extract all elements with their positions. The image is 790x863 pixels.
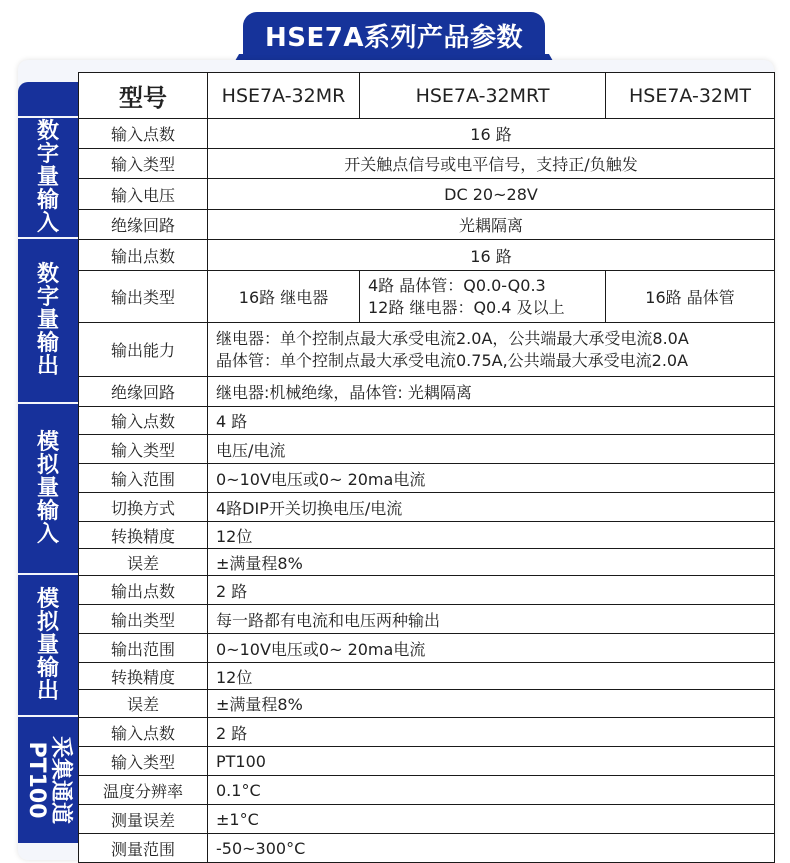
table-row: 输出能力 继电器：单个控制点最大承受电流2.0A，公共端最大承受电流8.0A 晶体管：单个控制点最大承受电流0.75A,公共端最大承受电流2.0A: [79, 323, 775, 377]
table-row: 输出点数 16 路: [79, 240, 775, 271]
section-pt100: [18, 717, 78, 843]
do-type-mrt-cell: 4路 晶体管：Q0.0-Q0.3 12路 继电器：Q0.4 及以上: [360, 271, 606, 323]
model-mr: HSE7A-32MR: [208, 73, 360, 119]
model-label: 型号: [79, 73, 208, 119]
section-digital-output: 数 字 量 输 出: [18, 239, 78, 402]
table-row: 输出类型 16路 继电器 4路 晶体管：Q0.0-Q0.3 12路 继电器：Q0.4 及以上 16路 晶体管: [79, 271, 775, 323]
table-row: 输出类型 每一路都有电流和电压两种输出: [79, 605, 775, 634]
section-analog-output: 模 拟 量 输 出: [18, 575, 78, 715]
model-mt: HSE7A-32MT: [606, 73, 775, 119]
table-row: 测量误差 ±1°C: [79, 805, 775, 834]
table-row: 绝缘回路 光耦隔离: [79, 210, 775, 240]
table-row: 输出范围 0~10V电压或0~ 20ma电流: [79, 634, 775, 663]
table-row: 误差 ±满量程8%: [79, 549, 775, 576]
page-title: HSE7A系列产品参数: [243, 12, 545, 64]
table-row: 输入范围 0~10V电压或0~ 20ma电流: [79, 464, 775, 493]
table-row: 输入类型 电压/电流: [79, 435, 775, 464]
table-row: 输入点数 16 路: [79, 119, 775, 149]
table-row: 输入类型 开关触点信号或电平信号，支持正/负触发: [79, 149, 775, 179]
section-digital-input: 数 字 量 输 入: [18, 118, 78, 237]
table-row: 误差 ±满量程8%: [79, 690, 775, 718]
table-row: 转换精度 12位: [79, 663, 775, 690]
table-row: 输入点数 4 路: [79, 407, 775, 435]
model-mrt: HSE7A-32MRT: [360, 73, 606, 119]
table-header-row: [79, 73, 775, 119]
do-capacity-cell: 继电器：单个控制点最大承受电流2.0A，公共端最大承受电流8.0A 晶体管：单个控制点最大承受电流0.75A,公共端最大承受电流2.0A: [208, 323, 775, 377]
table-row: 输入电压 DC 20~28V: [79, 179, 775, 210]
table-row: 输出点数 2 路: [79, 576, 775, 605]
table-row: 转换精度 12位: [79, 522, 775, 549]
pt100-vertical-label: 采集通道 PT100: [24, 735, 74, 825]
side-header-block: [18, 82, 78, 116]
table-row: 绝缘回路 继电器:机械绝缘，晶体管: 光耦隔离: [79, 377, 775, 407]
spec-table: [78, 72, 775, 863]
table-row: 输入点数 2 路: [79, 718, 775, 747]
table-row: 输入类型 PT100: [79, 747, 775, 776]
section-analog-input: 模 拟 量 输 入: [18, 404, 78, 573]
table-row: 温度分辨率 0.1°C: [79, 776, 775, 805]
table-row: 切换方式 4路DIP开关切换电压/电流: [79, 493, 775, 522]
table-row: 测量范围 -50~300°C: [79, 834, 775, 863]
